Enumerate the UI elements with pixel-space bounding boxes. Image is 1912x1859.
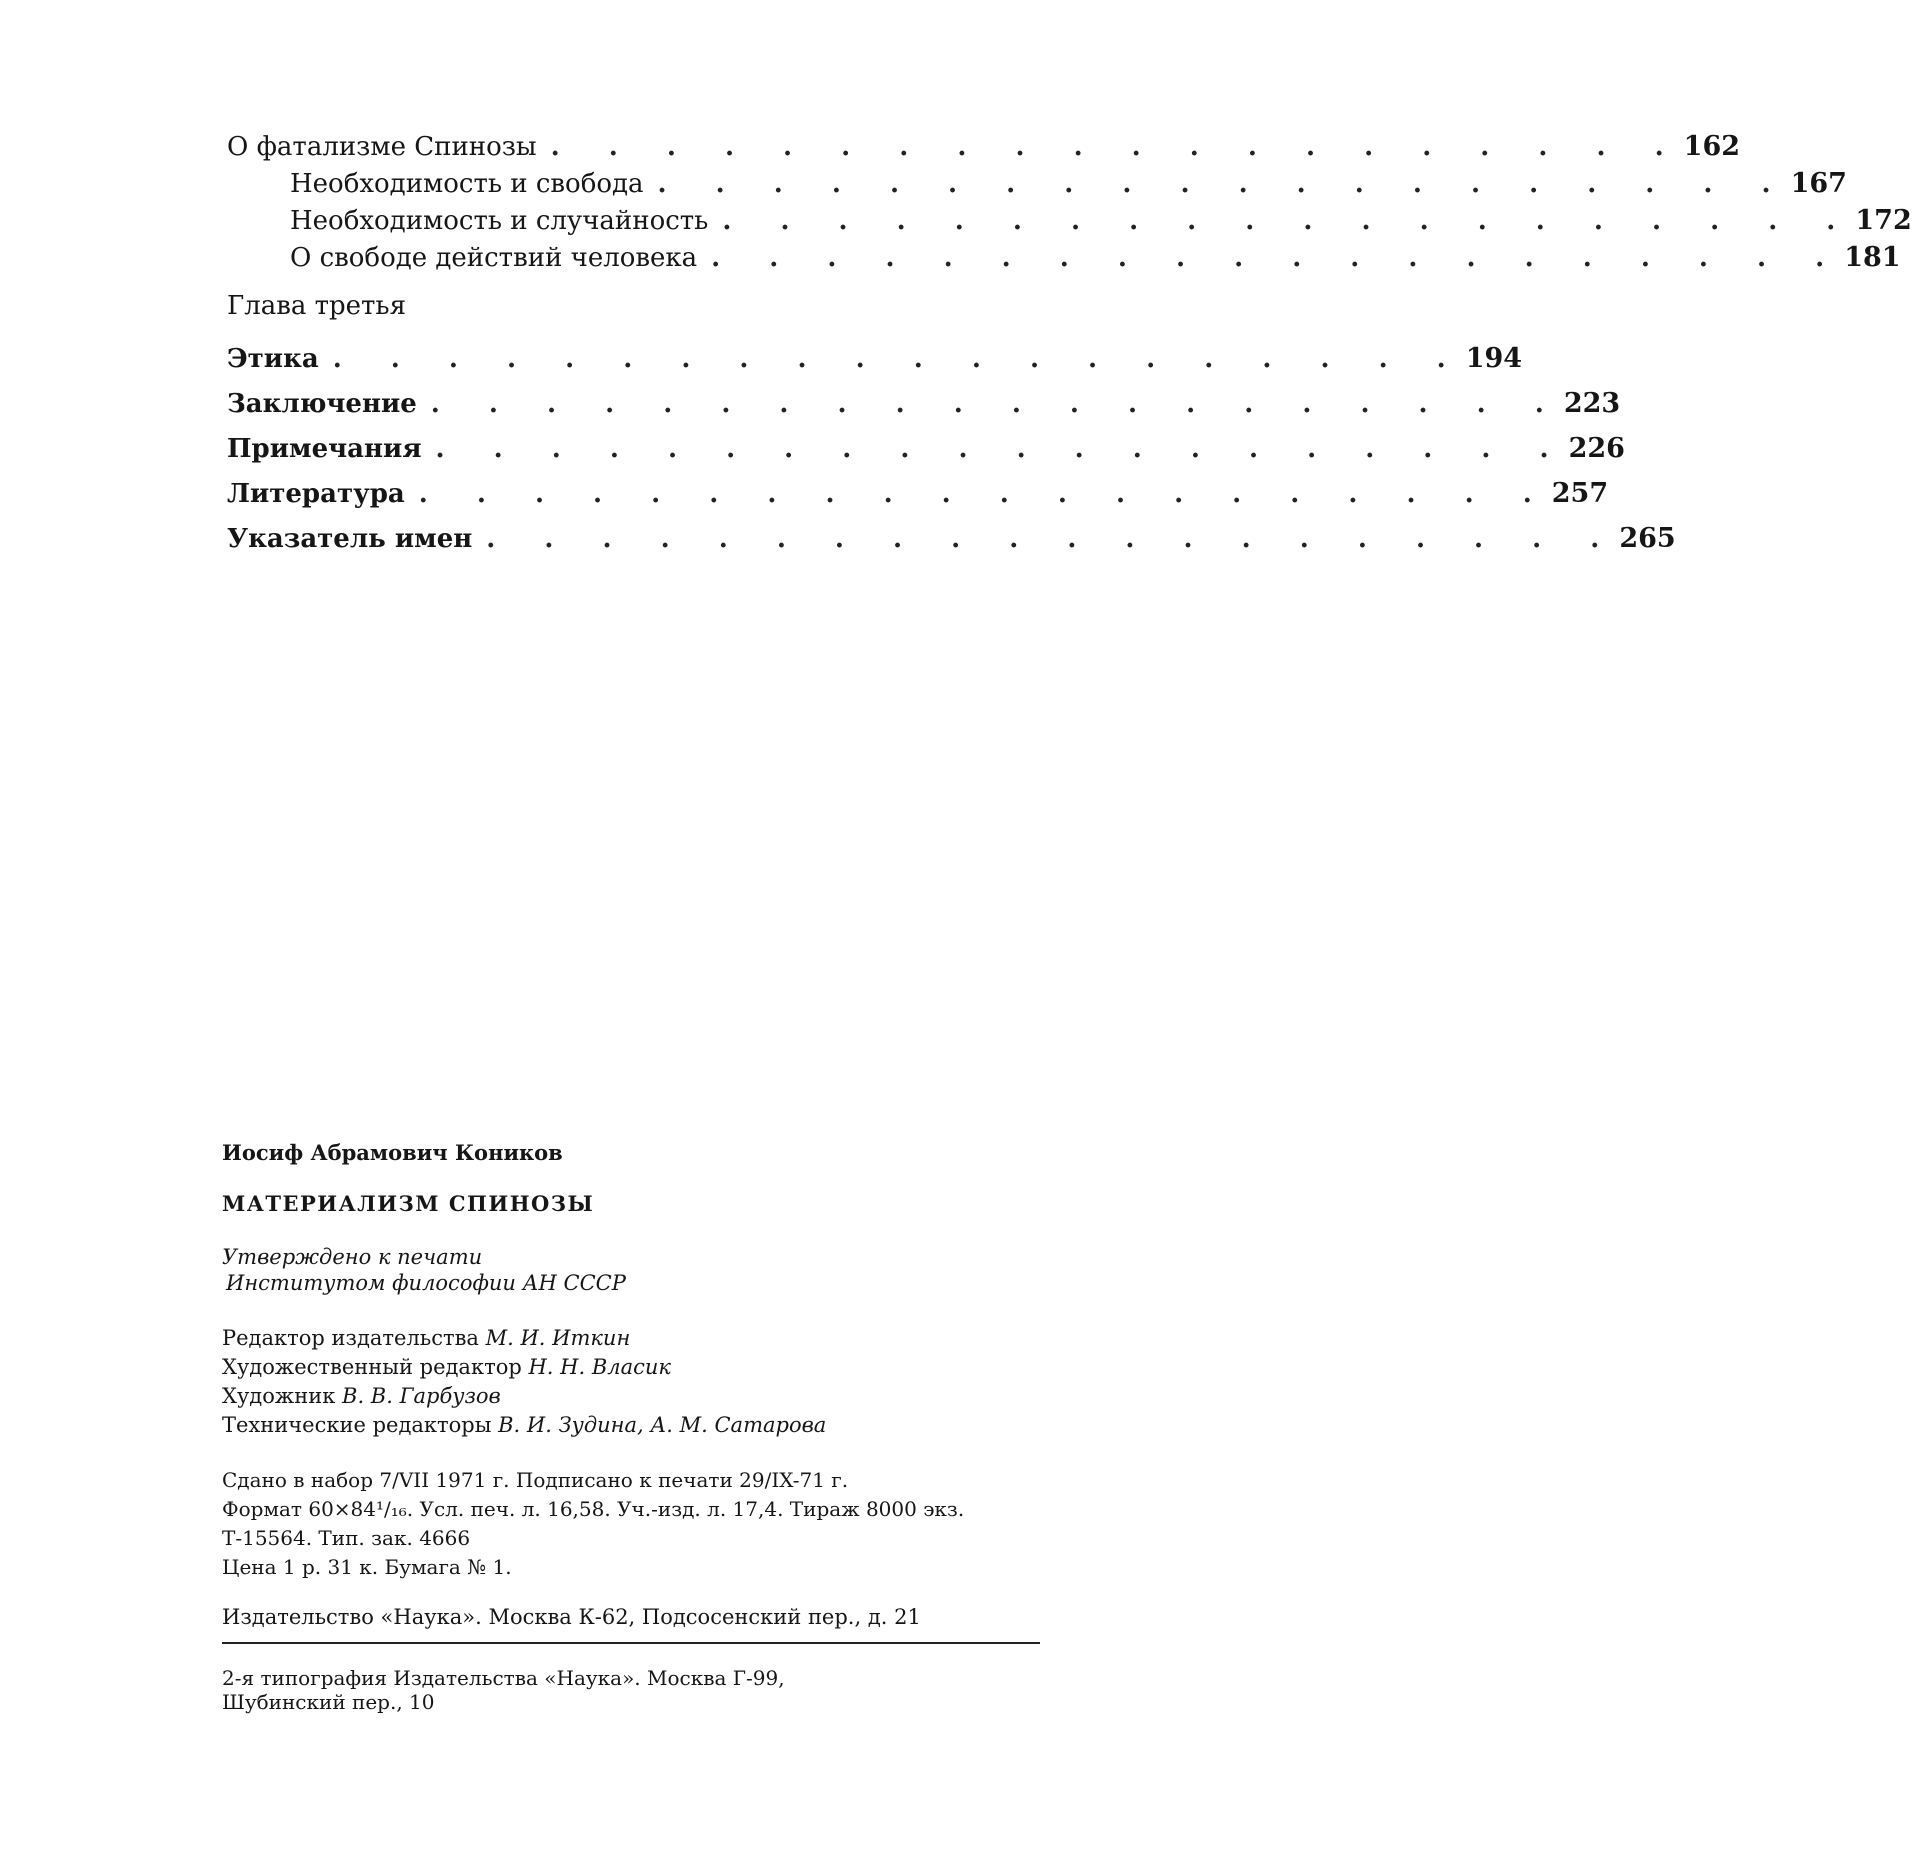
toc-entry-label: Указатель имен <box>227 517 486 562</box>
toc-leader-dots: . . . . . . . . . . . . . . . . . . . . <box>722 206 1856 236</box>
approval-line: Утверждено к печати <box>222 1245 483 1269</box>
staff-credits <box>222 1324 1042 1440</box>
toc-page-number: 181 <box>1844 242 1901 273</box>
toc-page-number: 226 <box>1568 433 1625 464</box>
toc-entry-label: Необходимость и случайность <box>290 203 722 240</box>
toc-entry-label: Примечания <box>227 427 436 472</box>
toc-page-number: 162 <box>1683 131 1741 162</box>
print-details <box>222 1466 1042 1582</box>
approval-institute: Институтом философии АН СССР <box>226 1271 626 1295</box>
toc-entry[interactable] <box>227 239 1901 276</box>
staff-line <box>222 1382 1042 1411</box>
staff-name: В. И. Зудина, А. М. Сатарова <box>498 1413 827 1437</box>
toc-page-number: 223 <box>1563 388 1621 419</box>
toc-entry-label: О свободе действий человека <box>290 240 711 277</box>
toc-leader-dots: . . . . . . . . . . . . . . . . . . . . <box>418 479 1552 509</box>
staff-name: В. В. Гарбузов <box>342 1384 501 1408</box>
print-line: Цена 1 р. 31 к. Бумага № 1. <box>222 1555 512 1579</box>
toc-leader-dots: . . . . . . . . . . . . . . . . . . . . <box>711 243 1845 273</box>
colophon <box>222 1140 1042 1714</box>
toc-leader-dots: . . . . . . . . . . . . . . . . . . . . <box>486 524 1620 554</box>
chapter-heading: Глава третья <box>227 291 406 321</box>
author-name: Иосиф Абрамович Коников <box>222 1140 563 1165</box>
toc-page-number: 265 <box>1619 523 1676 554</box>
toc-entry-label: О фатализме Спинозы <box>227 129 551 166</box>
toc-leader-dots: . . . . . . . . . . . . . . . . . . . . <box>657 169 1791 199</box>
printing-house <box>222 1666 1042 1714</box>
staff-role: Редактор издательства <box>222 1326 479 1350</box>
toc-entry[interactable] <box>227 128 1741 165</box>
print-line: Т-15564. Тип. зак. 4666 <box>222 1526 471 1550</box>
toc-entry[interactable] <box>227 516 1676 561</box>
staff-line <box>222 1411 1042 1440</box>
print-line: Сдано в набор 7/VII 1971 г. Подписано к печати 29/IX-71 г. <box>222 1468 849 1492</box>
press-line: 2-я типография Издательства «Наука». Москва Г-99, <box>222 1666 785 1690</box>
table-of-contents <box>227 128 1912 561</box>
staff-role: Технические редакторы <box>222 1413 492 1437</box>
press-line: Шубинский пер., 10 <box>222 1690 435 1714</box>
staff-role: Художественный редактор <box>222 1355 522 1379</box>
toc-entry[interactable] <box>227 202 1912 239</box>
toc-leader-dots: . . . . . . . . . . . . . . . . . . . . <box>435 434 1569 464</box>
publisher-line: Издательство «Наука». Москва К-62, Подсосенский пер., д. 21 <box>222 1604 1040 1644</box>
toc-leader-dots: . . . . . . . . . . . . . . . . . . . . <box>430 389 1564 419</box>
book-title: МАТЕРИАЛИЗМ СПИНОЗЫ <box>222 1191 595 1216</box>
staff-line <box>222 1324 1042 1353</box>
toc-entry[interactable] <box>227 381 1621 426</box>
staff-role: Художник <box>222 1384 336 1408</box>
toc-page-number: 172 <box>1855 205 1912 236</box>
staff-line <box>222 1353 1042 1382</box>
toc-entry-label: Литература <box>227 472 419 517</box>
print-line: Формат 60×84¹/₁₆. Усл. печ. л. 16,58. Уч.-изд. л. 17,4. Тираж 8000 экз. <box>222 1497 965 1521</box>
approval-note <box>222 1244 1042 1296</box>
staff-name: М. И. Иткин <box>485 1326 631 1350</box>
toc-leader-dots: . . . . . . . . . . . . . . . . . . . . <box>332 344 1466 374</box>
toc-page-number: 167 <box>1790 168 1847 199</box>
staff-name: Н. Н. Власик <box>528 1355 671 1379</box>
toc-entry[interactable] <box>227 471 1609 516</box>
toc-leader-dots: . . . . . . . . . . . . . . . . . . . . <box>550 132 1684 162</box>
toc-entry-label: Заключение <box>227 382 431 427</box>
toc-page-number: 194 <box>1465 343 1523 374</box>
toc-entry-label: Этика <box>227 337 333 382</box>
toc-entry[interactable] <box>227 426 1625 471</box>
toc-entry-label: Необходимость и свобода <box>290 166 658 203</box>
toc-page-number: 257 <box>1551 478 1609 509</box>
toc-entry[interactable] <box>227 336 1523 381</box>
toc-entry[interactable] <box>227 165 1847 202</box>
